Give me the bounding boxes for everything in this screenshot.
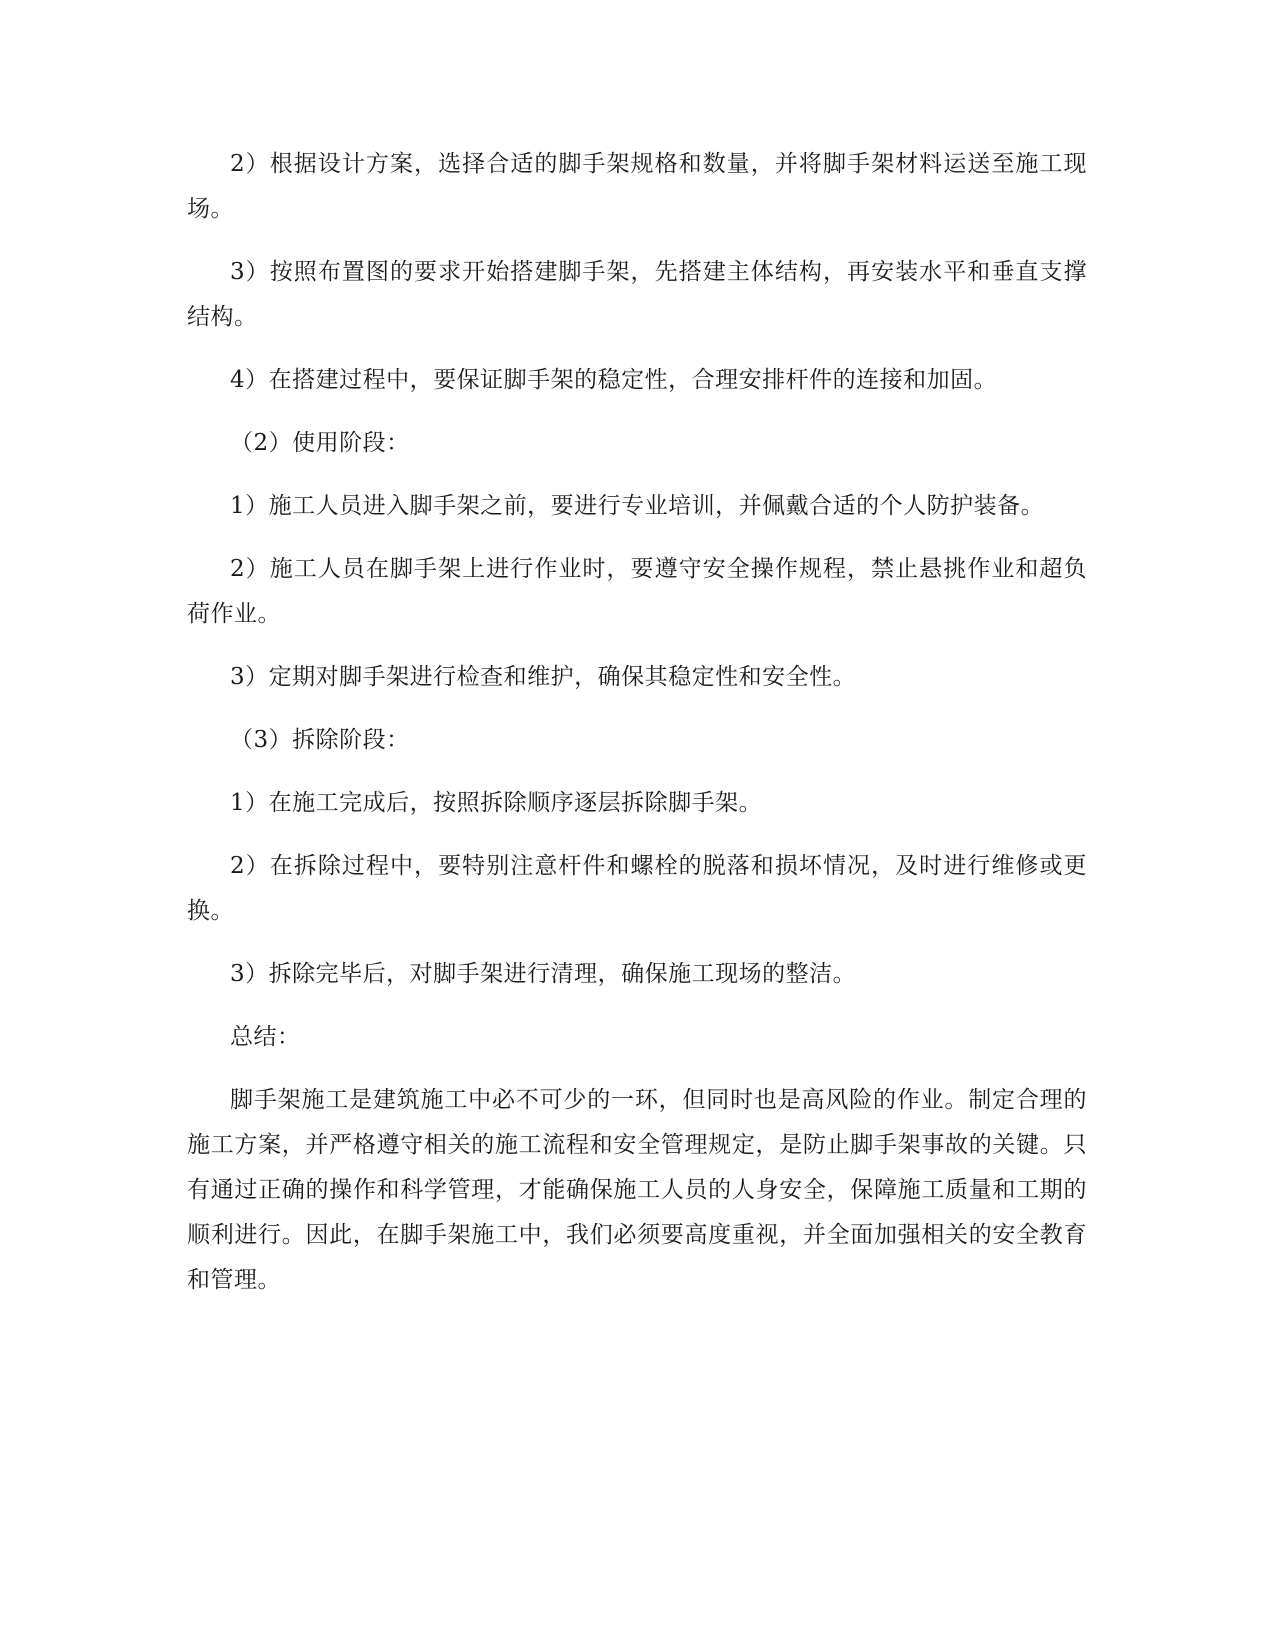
paragraph-removal-3-cleanup: 3）拆除完毕后，对脚手架进行清理，确保施工现场的整洁。	[230, 961, 857, 987]
section-heading-removal-stage: （3）拆除阶段：	[230, 727, 410, 753]
paragraph-removal-2-attention: 2）在拆除过程中，要特别注意杆件和螺栓的脱落和损坏情况，及时进行维修或更换。	[187, 853, 1087, 924]
document-body	[187, 142, 1087, 1321]
paragraph-usage-3-inspection: 3）定期对脚手架进行检查和维护，确保其稳定性和安全性。	[230, 664, 857, 690]
paragraph-summary-body: 脚手架施工是建筑施工中必不可少的一环，但同时也是高风险的作业。制定合理的施工方案，并严格遵守相关的施工流程和安全管理规定，是防止脚手架事故的关键。只有通过正确的操作和科学管理，才能确保施工人员的人身安全，保障施工质量和工期的顺利进行。因此，在脚手架施工中，我们必须要高度重视，并全面加强相关的安全教育和管理。	[187, 1087, 1087, 1293]
paragraph-step-2-select-materials: 2）根据设计方案，选择合适的脚手架规格和数量，并将脚手架材料运送至施工现场。	[187, 151, 1087, 222]
paragraph-removal-1-order: 1）在施工完成后，按照拆除顺序逐层拆除脚手架。	[230, 790, 763, 816]
section-heading-summary: 总结：	[230, 1024, 301, 1050]
paragraph-step-3-build-structure: 3）按照布置图的要求开始搭建脚手架，先搭建主体结构，再安装水平和垂直支撑结构。	[187, 259, 1087, 330]
paragraph-usage-1-training: 1）施工人员进入脚手架之前，要进行专业培训，并佩戴合适的个人防护装备。	[230, 493, 1045, 519]
section-heading-usage-stage: （2）使用阶段：	[230, 430, 410, 456]
paragraph-usage-2-safety-rules: 2）施工人员在脚手架上进行作业时，要遵守安全操作规程，禁止悬挑作业和超负荷作业。	[187, 556, 1087, 627]
paragraph-step-4-stability: 4）在搭建过程中，要保证脚手架的稳定性，合理安排杆件的连接和加固。	[230, 367, 998, 393]
